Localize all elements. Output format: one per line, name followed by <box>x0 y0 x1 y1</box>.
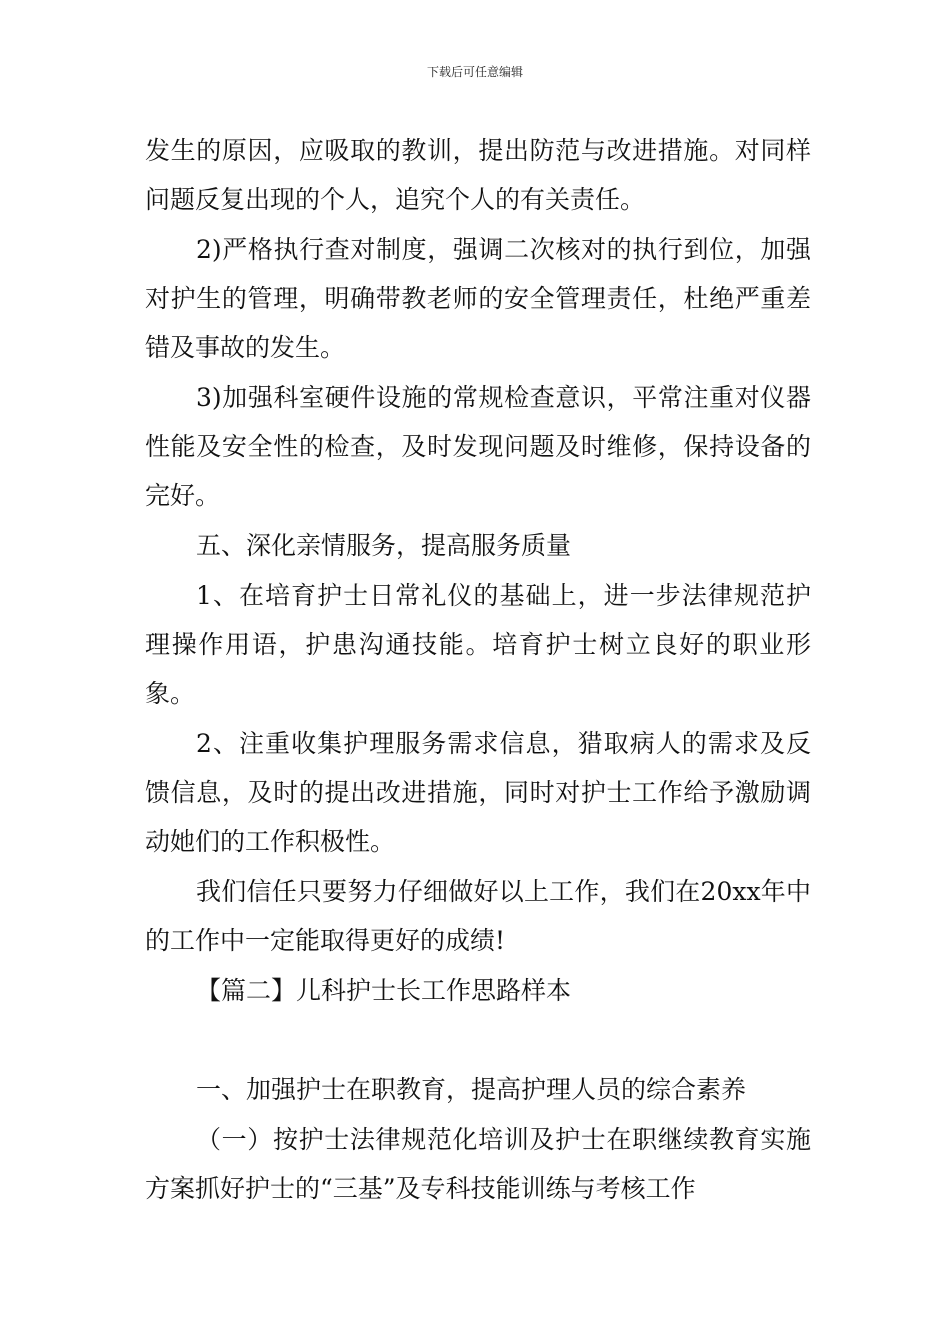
section-heading: 五、深化亲情服务，提高服务质量 <box>196 531 572 560</box>
paragraph: 2、注重收集护理服务需求信息，猎取病人的需求及反馈信息，及时的提出改进措施，同时对护士工作给予激励调动她们的工作积极性。 <box>145 729 811 856</box>
chapter-title: 【篇二】儿科护士长工作思路样本 <box>196 976 572 1005</box>
paragraph: 1、在培育护士日常礼仪的基础上，进一步法律规范护理操作用语，护患沟通技能。培育护士树立良好的职业形象。 <box>145 581 811 708</box>
paragraph: 2)严格执行查对制度，强调二次核对的执行到位，加强对护生的管理，明确带教老师的安全管理责任，杜绝严重差错及事故的发生。 <box>145 235 811 362</box>
paragraph: （一）按护士法律规范化培训及护士在职继续教育实施方案抓好护士的“三基”及专科技能训练与考核工作 <box>145 1125 811 1203</box>
document-body <box>145 126 811 1214</box>
page-header-note: 下载后可任意编辑 <box>426 65 523 79</box>
section-heading: 一、加强护士在职教育，提高护理人员的综合素养 <box>196 1075 747 1104</box>
paragraph: 我们信任只要努力仔细做好以上工作，我们在20xx年中的工作中一定能取得更好的成绩! <box>145 877 811 955</box>
paragraph: 3)加强科室硬件设施的常规检查意识，平常注重对仪器性能及安全性的检查，及时发现问题及时维修，保持设备的完好。 <box>145 383 811 510</box>
blank-line <box>145 1016 811 1065</box>
paragraph: 发生的原因，应吸取的教训，提出防范与改进措施。对同样问题反复出现的个人，追究个人的有关责任。 <box>145 136 811 214</box>
